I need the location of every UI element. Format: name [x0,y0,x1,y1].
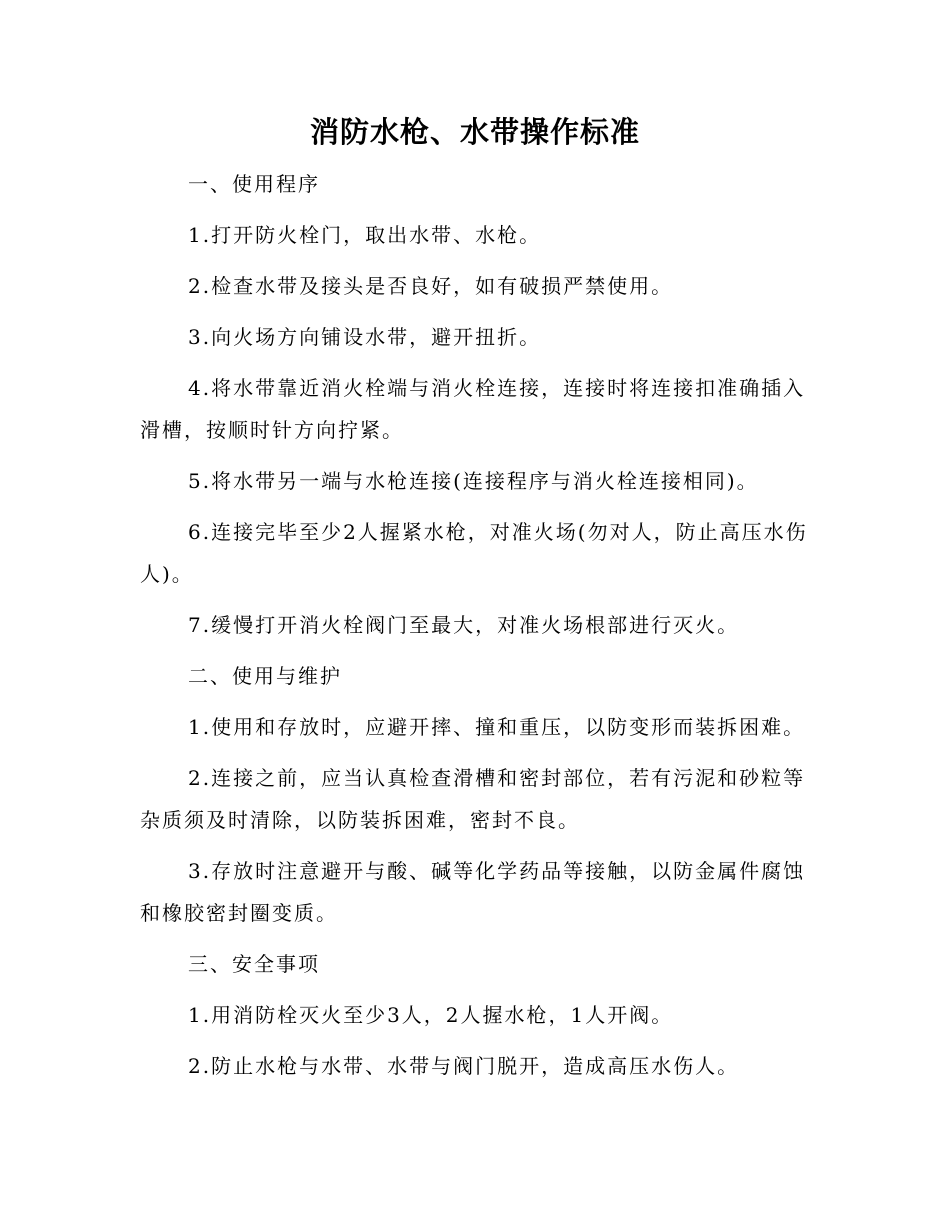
procedure-step-3: 3.向火场方向铺设水带，避开扭折。 [188,325,542,349]
section-heading-use-maintenance: 二、使用与维护 [188,664,342,688]
procedure-step-4: 4.将水带靠近消火栓端与消火栓连接，连接时将连接扣准确插入滑槽，按顺时针方向拧紧。 [140,376,806,442]
maintenance-item-3: 3.存放时注意避开与酸、碱等化学药品等接触，以防金属件腐蚀和橡胶密封圈变质。 [140,859,806,925]
section-heading-safety: 三、安全事项 [188,952,320,976]
procedure-step-2: 2.检查水带及接头是否良好，如有破损严禁使用。 [188,274,674,298]
procedure-step-1: 1.打开防火栓门，取出水带、水枪。 [188,223,542,247]
document-title: 消防水枪、水带操作标准 [309,115,640,149]
safety-item-2: 2.防止水枪与水带、水带与阀门脱开，造成高压水伤人。 [188,1054,740,1078]
procedure-step-7: 7.缓慢打开消火栓阀门至最大，对准火场根部进行灭火。 [188,613,740,637]
procedure-step-6: 6.连接完毕至少2人握紧水枪，对准火场(勿对人，防止高压水伤人)。 [140,520,808,586]
document-body [140,163,808,1096]
maintenance-item-1: 1.使用和存放时，应避开摔、撞和重压，以防变形而装拆困难。 [188,715,806,739]
procedure-step-5: 5.将水带另一端与水枪连接(连接程序与消火栓连接相同)。 [188,469,759,493]
section-heading-usage-procedure: 一、使用程序 [188,172,320,196]
maintenance-item-2: 2.连接之前，应当认真检查滑槽和密封部位，若有污泥和砂粒等杂质须及时清除，以防装拆困难，密封不良。 [140,766,806,832]
safety-item-1: 1.用消防栓灭火至少3人，2人握水枪，1人开阀。 [188,1003,674,1027]
